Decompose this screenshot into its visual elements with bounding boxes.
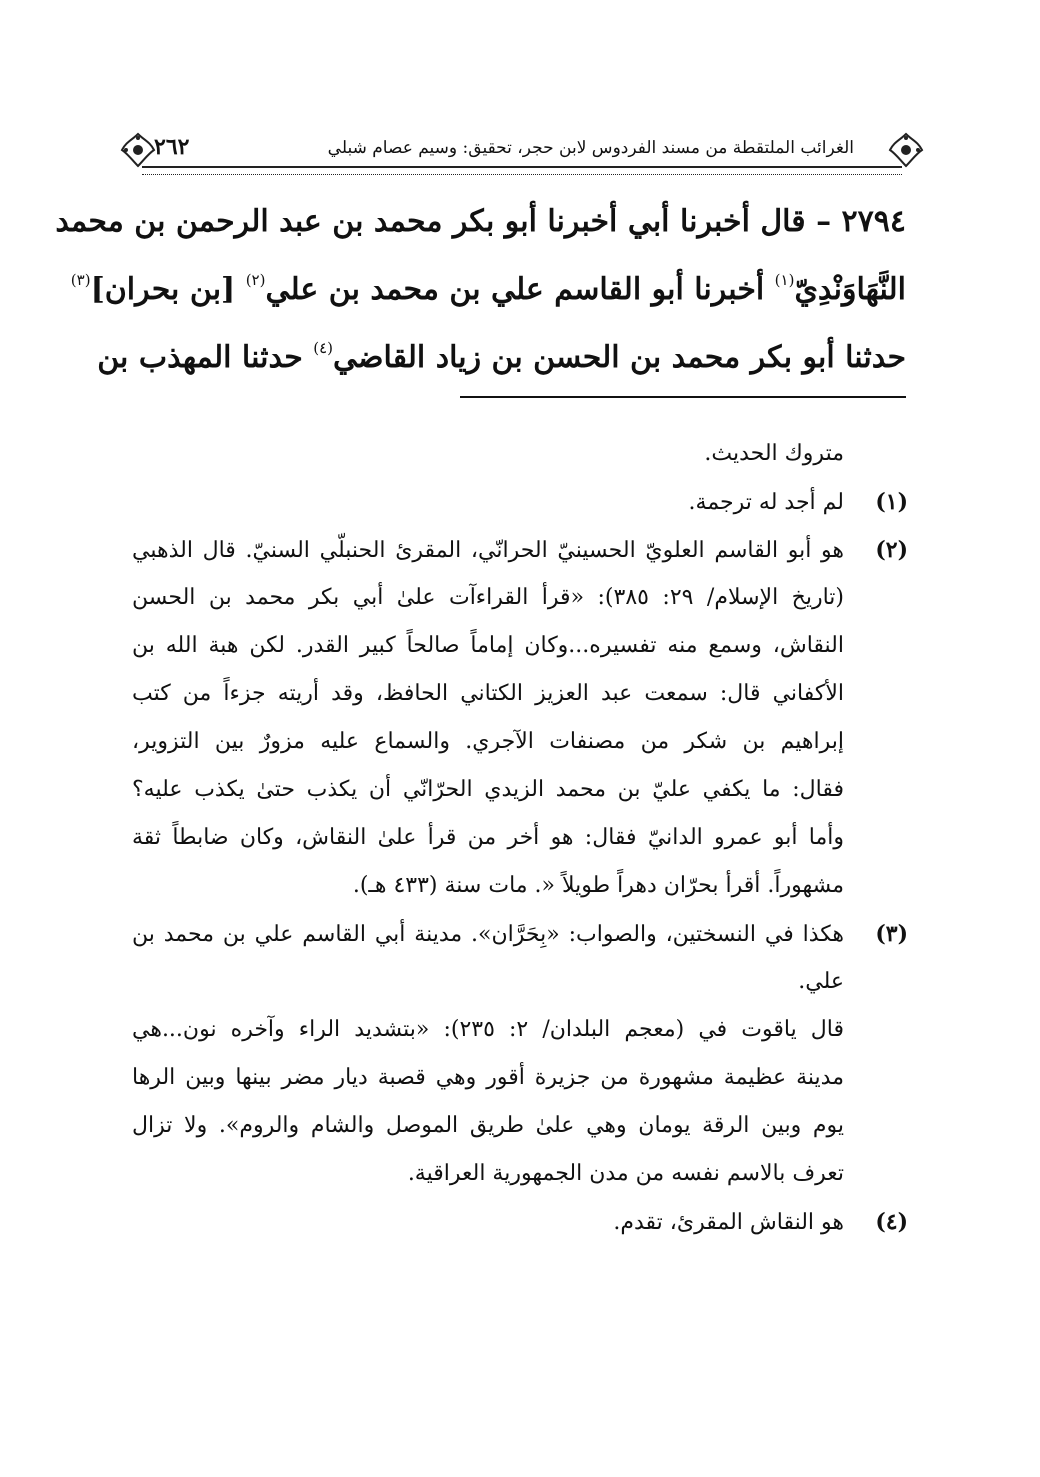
- footnote-line: [132, 766, 908, 814]
- text-segment: أخبرنا أبو القاسم علي بن محمد بن علي: [265, 272, 775, 307]
- footnote-line: [132, 718, 908, 766]
- footnote-ref: (٢): [245, 271, 266, 289]
- footnote-text: يوم وبين الرقة يومان وهي علىٰ طريق الموصل والشام والروم». ولا تزال: [132, 1113, 844, 1138]
- footnote-text: قال ياقوت في (معجم البلدان/ ٢: ٢٣٥): «بتشديد الراء وآخره نون...هي: [132, 1017, 844, 1042]
- footnote-ref: (٣): [70, 271, 91, 289]
- footnote-line: [132, 1102, 908, 1150]
- text-line: [97, 324, 906, 392]
- text-segment: النَّهَاوَنْدِيّ: [794, 272, 906, 307]
- text-segment: ٢٧٩٤ – قال أخبرنا أبي أخبرنا أبو بكر محمد بن عبد الرحمن بن محمد: [55, 204, 906, 239]
- footnote-text: الأكفاني قال: سمعت عبد العزيز الكتاني الحافظ، وقد أريته جزءاً من كتب: [132, 681, 844, 706]
- footnote-text: مشهوراً. أقرأ بحرّان دهراً طويلاً «. مات سنة (٤٣٣ هـ).: [352, 873, 844, 898]
- footnote-line: [132, 430, 908, 478]
- footnote-text: فقال: ما يكفي عليّ بن محمد الزيدي الحرّانّي أن يكذب حتىٰ يكذب عليه؟: [132, 777, 844, 802]
- footnote-text: هو أبو القاسم العلويّ الحسينيّ الحرانّي، المقرئ الحنبلّي السنيّ. قال الذهبي: [132, 538, 844, 563]
- footnote-text: علي.: [798, 969, 844, 994]
- footnote-number: (١): [875, 489, 908, 515]
- footnote-line: [132, 574, 908, 622]
- text-line: [55, 188, 906, 256]
- footnote-text: مدينة عظيمة مشهورة من جزيرة أقور وهي قصبة ديار مضر بينها وبين الرها: [132, 1065, 844, 1090]
- header-title: الغرائب الملتقطة من مسند الفردوس لابن حجر، تحقيق: وسيم عصام شبلي: [327, 138, 854, 158]
- footnote-line: [132, 478, 908, 526]
- text-segment: حدثنا أبو بكر محمد بن الحسن بن زياد القاضي: [333, 340, 906, 375]
- floral-ornament-icon: [886, 130, 926, 170]
- hadith-text: [55, 188, 906, 392]
- footnote-line: [132, 670, 908, 718]
- footnote-number: (٣): [875, 921, 909, 947]
- footnote-text: لم أجد له ترجمة.: [688, 490, 844, 515]
- footnote-ref: (٤): [313, 339, 333, 357]
- footnote-text: النقاش، وسمع منه تفسيره...وكان إماماً صالحاً كبير القدر. لكن هبة الله بن: [132, 633, 844, 658]
- footnote-line: [132, 1150, 908, 1198]
- footnote-number: (٢): [875, 537, 908, 563]
- footnotes: [132, 430, 908, 1246]
- footnote-text: هو النقاش المقرئ، تقدم.: [613, 1210, 844, 1235]
- page-number: ٢٦٢: [154, 134, 190, 160]
- running-header: [118, 130, 926, 174]
- footnote-line: [132, 1054, 908, 1102]
- floral-ornament-icon: [118, 130, 158, 170]
- footnote-number: (٤): [875, 1209, 908, 1235]
- header-divider: [142, 166, 902, 175]
- text-segment: حدثنا المهذب بن: [97, 340, 314, 375]
- footnote-text: (تاريخ الإسلام/ ٢٩: ٣٨٥): «قرأ القراءآت علىٰ أبي بكر محمد بن الحسن: [132, 585, 844, 610]
- footnote-line: [132, 814, 908, 862]
- footnote-line: [132, 910, 908, 958]
- footnote-text: هكذا في النسختين، والصواب: «بِحَرَّان». مدينة أبي القاسم علي بن محمد بن: [132, 922, 845, 947]
- footnote-text: تعرف بالاسم نفسه من مدن الجمهورية العراقية.: [407, 1161, 844, 1186]
- footnote-text: إبراهيم بن شكر من مصنفات الآجري. والسماع عليه مزورٌ بين التزوير،: [132, 729, 844, 754]
- footnote-separator: [460, 396, 906, 398]
- footnote-line: [132, 862, 908, 910]
- footnote-line: [132, 526, 908, 574]
- footnote-line: [132, 622, 908, 670]
- footnote-ref: (١): [774, 271, 795, 289]
- footnote-text: وأما أبو عمرو الدانيّ فقال: هو أخر من قرأ علىٰ النقاش، وكان ضابطاً ثقة: [132, 825, 845, 850]
- footnote-line: [132, 1006, 908, 1054]
- footnote-line: [132, 1198, 908, 1246]
- text-segment: [بن بحران]: [90, 272, 246, 307]
- footnote-line: [132, 958, 908, 1006]
- footnote-text: متروك الحديث.: [704, 441, 844, 466]
- text-line: [70, 256, 906, 324]
